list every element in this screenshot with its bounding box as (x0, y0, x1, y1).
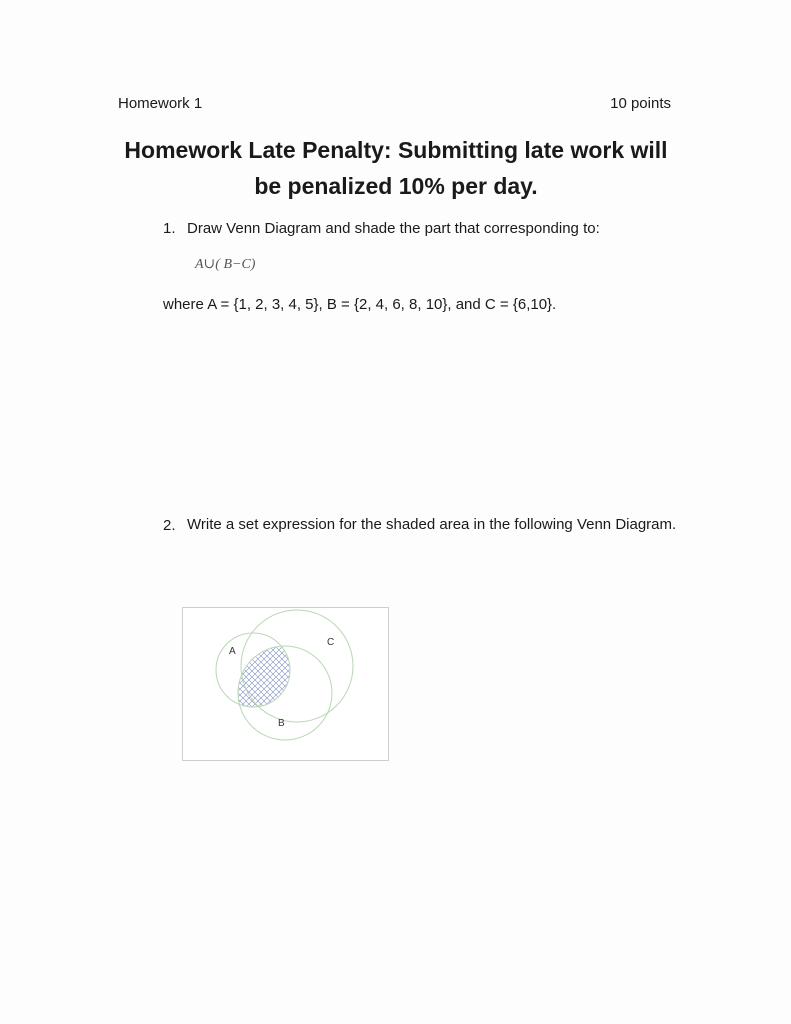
label-c: C (327, 637, 335, 648)
question-2-text: Write a set expression for the shaded area in the following Venn Diagram. (187, 516, 677, 533)
header-points: 10 points (610, 95, 671, 112)
venn-diagram-svg (183, 608, 388, 760)
question-1-sets: where A = {1, 2, 3, 4, 5}, B = {2, 4, 6, 8, 10}, and C = {6,10}. (163, 296, 557, 313)
label-b: B (278, 718, 285, 729)
venn-diagram (182, 607, 389, 761)
page-title (100, 132, 692, 204)
question-2-number: 2. (163, 517, 176, 534)
question-1-number: 1. (163, 220, 176, 237)
question-1-text: Draw Venn Diagram and shade the part that corresponding to: (187, 220, 600, 237)
title-line-1: Homework Late Penalty: Submitting late work will (124, 137, 668, 163)
title-line-2: be penalized 10% per day. (254, 173, 538, 199)
label-a: A (229, 646, 236, 657)
question-1-formula: A∪( B−C) (195, 257, 256, 272)
header-course: Homework 1 (118, 95, 203, 112)
